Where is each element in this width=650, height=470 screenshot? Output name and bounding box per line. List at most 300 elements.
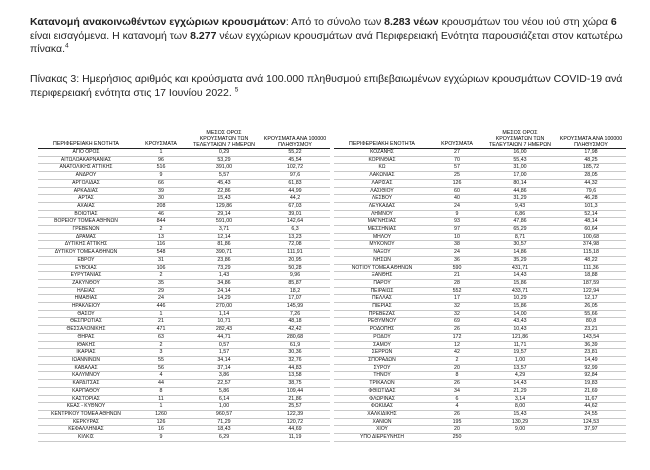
region-cell: ΙΩΑΝΝΙΝΩΝ	[38, 356, 134, 364]
per100k-cell: 61,83	[260, 179, 330, 187]
per100k-cell: 9,96	[260, 272, 330, 280]
table-row	[334, 341, 626, 349]
cases-cell: 24	[430, 202, 484, 210]
avg7-cell: 71,29	[188, 418, 260, 426]
per100k-cell: 60,64	[556, 226, 626, 234]
per100k-cell: 24,55	[556, 410, 626, 418]
per100k-cell: 185,72	[556, 164, 626, 172]
cases-cell: 516	[134, 164, 188, 172]
intro-text-2: κρουσμάτων του νέου ιού στη χώρα	[438, 16, 611, 28]
table-row	[334, 318, 626, 326]
avg7-cell: 31,29	[484, 195, 556, 203]
avg7-cell: 130,29	[484, 418, 556, 426]
cases-cell: 93	[430, 218, 484, 226]
cases-cell: 46	[134, 210, 188, 218]
header-per100k: ΚΡΟΥΣΜΑΤΑ ΑΝΑ 100000 ΠΛΗΘΥΣΜΟΥ	[260, 130, 330, 149]
regions-table-right-body	[334, 149, 626, 442]
region-cell: ΧΑΛΚΙΔΙΚΗΣ	[334, 410, 430, 418]
region-cell: ΜΥΚΟΝΟΥ	[334, 241, 430, 249]
per100k-cell: 55,22	[260, 149, 330, 157]
cases-cell: 57	[430, 164, 484, 172]
table-row	[334, 187, 626, 195]
per100k-cell: 17,98	[556, 149, 626, 157]
region-cell: ΚΕΡΚΥΡΑΣ	[38, 418, 134, 426]
table-row	[38, 341, 330, 349]
per100k-cell: 61,9	[260, 341, 330, 349]
avg7-cell: 47,86	[484, 218, 556, 226]
table-row	[38, 249, 330, 257]
per100k-cell: 44,99	[260, 187, 330, 195]
table-row	[38, 256, 330, 264]
table-row	[334, 164, 626, 172]
per100k-cell: 38,75	[260, 380, 330, 388]
region-cell: ΦΩΚΙΔΑΣ	[334, 403, 430, 411]
avg7-cell: 6,86	[484, 210, 556, 218]
region-cell: ΧΙΟΥ	[334, 426, 430, 434]
region-cell: ΦΘΙΩΤΙΔΑΣ	[334, 387, 430, 395]
avg7-cell: 44,86	[484, 187, 556, 195]
region-cell: ΑΡΤΑΣ	[38, 195, 134, 203]
avg7-cell: 10,29	[484, 295, 556, 303]
cases-cell: 16	[134, 426, 188, 434]
region-cell: ΘΗΡΑΣ	[38, 333, 134, 341]
avg7-cell: 270,00	[188, 303, 260, 311]
avg7-cell: 18,43	[188, 426, 260, 434]
table-row	[38, 410, 330, 418]
per100k-cell: 50,28	[260, 264, 330, 272]
cases-cell: 8	[134, 387, 188, 395]
cases-cell: 6	[430, 395, 484, 403]
avg7-cell: 6,29	[188, 434, 260, 442]
per100k-cell: 30,36	[260, 349, 330, 357]
per100k-cell: 18,88	[556, 272, 626, 280]
table-row	[334, 241, 626, 249]
per100k-cell: 32,76	[260, 356, 330, 364]
table-row	[38, 179, 330, 187]
region-cell: ΡΟΔΟΠΗΣ	[334, 326, 430, 334]
avg7-cell: 960,57	[188, 410, 260, 418]
cases-cell: 9	[134, 172, 188, 180]
table-row	[38, 295, 330, 303]
cases-cell: 4	[134, 372, 188, 380]
table-row	[38, 303, 330, 311]
avg7-cell: 80,14	[484, 179, 556, 187]
avg7-cell: 44,71	[188, 333, 260, 341]
intro-new-cases: 8.283 νέων	[384, 16, 439, 28]
per100k-cell: 21,69	[556, 387, 626, 395]
per100k-cell: 11,67	[556, 395, 626, 403]
avg7-cell: 13,57	[484, 364, 556, 372]
per100k-cell: 7,26	[260, 310, 330, 318]
avg7-cell: 0,57	[188, 341, 260, 349]
cases-cell: 2	[134, 226, 188, 234]
cases-cell: 29	[134, 287, 188, 295]
avg7-cell: 6,14	[188, 395, 260, 403]
avg7-cell: 22,57	[188, 380, 260, 388]
cases-cell: 126	[430, 179, 484, 187]
table-row	[38, 287, 330, 295]
table-row	[38, 349, 330, 357]
regions-table-right	[334, 130, 626, 442]
per100k-cell: 6,3	[260, 226, 330, 234]
region-cell: ΘΕΣΣΑΛΟΝΙΚΗΣ	[38, 326, 134, 334]
avg7-cell: 3,14	[484, 395, 556, 403]
avg7-cell: 37,14	[188, 364, 260, 372]
cases-cell: 17	[430, 295, 484, 303]
cases-cell: 11	[134, 395, 188, 403]
per100k-cell: 109,44	[260, 387, 330, 395]
per100k-cell: 14,49	[556, 356, 626, 364]
per100k-cell: 145,99	[260, 303, 330, 311]
avg7-cell: 10,71	[188, 318, 260, 326]
cases-cell: 20	[430, 364, 484, 372]
region-cell: ΒΟΙΩΤΙΑΣ	[38, 210, 134, 218]
cases-cell: 25	[430, 172, 484, 180]
intro-text-3: είναι εισαγόμενα. Η κατανομή των	[30, 29, 191, 42]
region-cell: ΚΕΦΑΛΛΗΝΙΑΣ	[38, 426, 134, 434]
per100k-cell: 28,05	[556, 172, 626, 180]
per100k-cell: 12,17	[556, 295, 626, 303]
avg7-cell: 55,43	[484, 156, 556, 164]
per100k-cell: 187,59	[556, 279, 626, 287]
cases-cell: 24	[134, 295, 188, 303]
region-cell: ΚΑΣΤΟΡΙΑΣ	[38, 395, 134, 403]
region-cell: ΜΕΣΣΗΝΙΑΣ	[334, 226, 430, 234]
cases-cell: 8	[430, 372, 484, 380]
avg7-cell: 15,43	[484, 410, 556, 418]
region-cell: ΕΥΡΥΤΑΝΙΑΣ	[38, 272, 134, 280]
cases-cell: 27	[430, 149, 484, 157]
cases-cell: 9	[134, 434, 188, 442]
cases-cell: 38	[430, 241, 484, 249]
cases-cell: 32	[430, 310, 484, 318]
cases-cell: 21	[134, 318, 188, 326]
region-cell: ΚΙΛΚΙΣ	[38, 434, 134, 442]
per100k-cell: 44,83	[260, 364, 330, 372]
table-row	[334, 356, 626, 364]
region-cell: ΛΑΣΙΘΙΟΥ	[334, 187, 430, 195]
table-row	[334, 326, 626, 334]
avg7-cell: 34,86	[188, 279, 260, 287]
avg7-cell: 15,86	[484, 279, 556, 287]
region-cell: ΣΠΟΡΑΔΩΝ	[334, 356, 430, 364]
per100k-cell: 122,39	[260, 410, 330, 418]
intro-imported-count: 6	[610, 16, 617, 28]
avg7-cell: 5,86	[188, 387, 260, 395]
region-cell: ΚΩ	[334, 164, 430, 172]
avg7-cell: 1,14	[188, 310, 260, 318]
cases-cell: 2	[430, 356, 484, 364]
cases-cell: 12	[430, 341, 484, 349]
per100k-cell: 85,87	[260, 279, 330, 287]
region-cell: ΑΡΚΑΔΙΑΣ	[38, 187, 134, 195]
header-cases: ΚΡΟΥΣΜΑΤΑ	[134, 130, 188, 149]
avg7-cell: 35,29	[484, 256, 556, 264]
per100k-cell: 92,99	[556, 364, 626, 372]
cases-cell: 590	[430, 264, 484, 272]
per100k-cell: 72,08	[260, 241, 330, 249]
region-cell: ΑΝΔΡΟΥ	[38, 172, 134, 180]
regions-table-left-body	[38, 149, 330, 442]
table-row	[334, 287, 626, 295]
avg7-cell: 391,00	[188, 164, 260, 172]
intro-domestic-count: 8.277	[190, 29, 217, 42]
region-cell: ΛΕΥΚΑΔΑΣ	[334, 202, 430, 210]
per100k-cell: 111,36	[556, 264, 626, 272]
per100k-cell: 97,6	[260, 172, 330, 180]
avg7-cell: 433,71	[484, 287, 556, 295]
table-row	[334, 434, 626, 442]
cases-cell: 35	[134, 279, 188, 287]
table-row	[38, 310, 330, 318]
avg7-cell: 3,86	[188, 372, 260, 380]
avg7-cell: 129,86	[188, 202, 260, 210]
avg7-cell: 8,71	[484, 233, 556, 241]
per100k-cell: 36,39	[556, 341, 626, 349]
table-row	[38, 418, 330, 426]
region-cell: ΚΑΡΠΑΘΟΥ	[38, 387, 134, 395]
table-row	[38, 164, 330, 172]
region-cell: ΕΒΡΟΥ	[38, 256, 134, 264]
region-cell: ΥΠΟ ΔΙΕΡΕΥΝΗΣΗ	[334, 434, 430, 442]
avg7-cell: 3,71	[188, 226, 260, 234]
per100k-cell: 25,57	[260, 403, 330, 411]
cases-cell: 44	[134, 380, 188, 388]
per100k-cell: 48,22	[556, 256, 626, 264]
cases-cell: 26	[430, 410, 484, 418]
caption-footnote-ref: 5	[234, 86, 239, 93]
cases-cell: 2	[134, 341, 188, 349]
per100k-cell: 79,6	[556, 187, 626, 195]
avg7-cell: 1,00	[484, 356, 556, 364]
per100k-cell: 37,97	[556, 426, 626, 434]
cases-cell: 69	[430, 318, 484, 326]
region-cell: ΕΥΒΟΙΑΣ	[38, 264, 134, 272]
region-cell: ΜΑΓΝΗΣΙΑΣ	[334, 218, 430, 226]
table-row	[334, 233, 626, 241]
cases-cell: 26	[430, 326, 484, 334]
region-cell: ΠΑΡΟΥ	[334, 279, 430, 287]
avg7-cell: 17,00	[484, 172, 556, 180]
avg7-cell: 53,29	[188, 156, 260, 164]
region-cell: ΤΡΙΚΑΛΩΝ	[334, 380, 430, 388]
per100k-cell: 11,19	[260, 434, 330, 442]
per100k-cell: 23,81	[556, 349, 626, 357]
region-cell: ΔΥΤΙΚΗΣ ΑΤΤΙΚΗΣ	[38, 241, 134, 249]
cases-cell: 844	[134, 218, 188, 226]
cases-cell: 28	[430, 279, 484, 287]
table-row	[334, 295, 626, 303]
region-cell: ΦΛΩΡΙΝΑΣ	[334, 395, 430, 403]
per100k-cell: 142,64	[260, 218, 330, 226]
table-row	[334, 179, 626, 187]
table-row	[38, 233, 330, 241]
region-cell: ΣΑΜΟΥ	[334, 341, 430, 349]
table-row	[38, 210, 330, 218]
cases-cell: 10	[430, 233, 484, 241]
table-row	[38, 226, 330, 234]
cases-cell: 31	[134, 256, 188, 264]
table-row	[38, 156, 330, 164]
avg7-cell: 12,14	[188, 233, 260, 241]
cases-cell: 40	[430, 195, 484, 203]
per100k-cell: 18,2	[260, 287, 330, 295]
table-row	[334, 256, 626, 264]
cases-cell: 172	[430, 333, 484, 341]
region-cell: ΒΟΡΕΙΟΥ ΤΟΜΕΑ ΑΘΗΝΩΝ	[38, 218, 134, 226]
table-row	[38, 218, 330, 226]
intro-paragraph	[30, 16, 630, 57]
cases-cell: 471	[134, 326, 188, 334]
avg7-cell: 73,29	[188, 264, 260, 272]
cases-cell: 63	[134, 333, 188, 341]
avg7-cell: 21,29	[484, 387, 556, 395]
per100k-cell: 17,07	[260, 295, 330, 303]
avg7-cell: 34,14	[188, 356, 260, 364]
region-cell: ΡΕΘΥΜΝΟΥ	[334, 318, 430, 326]
table-row	[334, 372, 626, 380]
avg7-cell: 431,71	[484, 264, 556, 272]
region-cell: ΙΚΑΡΙΑΣ	[38, 349, 134, 357]
avg7-cell: 10,43	[484, 326, 556, 334]
region-cell: ΖΑΚΥΝΘΟΥ	[38, 279, 134, 287]
table-row	[38, 187, 330, 195]
region-cell: ΘΕΣΠΡΩΤΙΑΣ	[38, 318, 134, 326]
per100k-cell: 20,95	[260, 256, 330, 264]
cases-cell: 1260	[134, 410, 188, 418]
intro-footnote-ref: 4	[65, 42, 69, 50]
cases-cell: 1	[134, 403, 188, 411]
table-header-row	[38, 130, 330, 149]
avg7-cell: 5,57	[188, 172, 260, 180]
per100k-cell: 39,01	[260, 210, 330, 218]
avg7-cell: 14,29	[188, 295, 260, 303]
header-avg7: ΜΕΣΟΣ ΟΡΟΣ ΚΡΟΥΣΜΑΤΩΝ ΤΩΝ ΤΕΛΕΥΤΑΙΩΝ 7 ΗΜΕΡΩΝ	[188, 130, 260, 149]
region-cell: ΑΙΤΩΛΟΑΚΑΡΝΑΝΙΑΣ	[38, 156, 134, 164]
cases-cell: 116	[134, 241, 188, 249]
avg7-cell: 24,14	[188, 287, 260, 295]
cases-cell: 60	[430, 187, 484, 195]
table-row	[38, 372, 330, 380]
avg7-cell: 9,43	[484, 202, 556, 210]
avg7-cell	[484, 434, 556, 442]
table-row	[38, 149, 330, 157]
region-cell: ΙΘΑΚΗΣ	[38, 341, 134, 349]
table-row	[334, 264, 626, 272]
table-header-row	[334, 130, 626, 149]
cases-cell: 30	[134, 195, 188, 203]
region-cell: ΓΡΕΒΕΝΩΝ	[38, 226, 134, 234]
avg7-cell: 14,43	[484, 272, 556, 280]
header-cases: ΚΡΟΥΣΜΑΤΑ	[430, 130, 484, 149]
table-row	[334, 279, 626, 287]
avg7-cell: 16,00	[484, 149, 556, 157]
per100k-cell: 122,94	[556, 287, 626, 295]
cases-cell: 34	[430, 387, 484, 395]
table-row	[334, 395, 626, 403]
avg7-cell: 81,86	[188, 241, 260, 249]
per100k-cell: 111,91	[260, 249, 330, 257]
cases-cell: 208	[134, 202, 188, 210]
cases-cell: 32	[430, 303, 484, 311]
per100k-cell: 48,18	[260, 318, 330, 326]
cases-cell: 552	[430, 287, 484, 295]
per100k-cell: 13,58	[260, 372, 330, 380]
avg7-cell: 8,00	[484, 403, 556, 411]
avg7-cell: 0,29	[188, 149, 260, 157]
avg7-cell: 45,43	[188, 179, 260, 187]
table-row	[334, 380, 626, 388]
per100k-cell: 44,69	[260, 426, 330, 434]
cases-cell: 126	[134, 418, 188, 426]
table-row	[38, 195, 330, 203]
region-cell: ΠΕΙΡΑΙΩΣ	[334, 287, 430, 295]
region-cell: ΠΙΕΡΙΑΣ	[334, 303, 430, 311]
avg7-cell: 282,43	[188, 326, 260, 334]
cases-cell: 4	[430, 403, 484, 411]
per100k-cell: 101,3	[556, 202, 626, 210]
table-caption-text: Πίνακας 3: Ημερήσιος αριθμός και κρούσματα ανά 100.000 πληθυσμού επιβεβαιωμένων εγχώριων κρουσμάτων COVID-19 ανά περιφερειακή ενότητα στις 17 Ιουνίου 2022.	[30, 73, 623, 99]
region-cell: ΣΕΡΡΩΝ	[334, 349, 430, 357]
region-cell: ΛΗΜΝΟΥ	[334, 210, 430, 218]
cases-cell: 97	[430, 226, 484, 234]
table-row	[38, 264, 330, 272]
per100k-cell: 92,84	[556, 372, 626, 380]
table-row	[38, 364, 330, 372]
per100k-cell: 124,53	[556, 418, 626, 426]
avg7-cell: 1,43	[188, 272, 260, 280]
per100k-cell: 46,28	[556, 195, 626, 203]
intro-text-1: : Από το σύνολο των	[285, 16, 385, 28]
table-row	[334, 226, 626, 234]
cases-cell: 39	[134, 187, 188, 195]
avg7-cell: 14,86	[484, 249, 556, 257]
table-row	[334, 364, 626, 372]
region-cell: ΚΕΝΤΡΙΚΟΥ ΤΟΜΕΑ ΑΘΗΝΩΝ	[38, 410, 134, 418]
region-cell: ΑΓΙΟ ΟΡΟΣ	[38, 149, 134, 157]
table-row	[38, 326, 330, 334]
avg7-cell: 29,14	[188, 210, 260, 218]
avg7-cell: 9,00	[484, 426, 556, 434]
table-row	[38, 241, 330, 249]
header-region: ΠΕΡΙΦΕΡΕΙΑΚΗ ΕΝΟΤΗΤΑ	[38, 130, 134, 149]
cases-cell: 56	[134, 364, 188, 372]
per100k-cell: 44,2	[260, 195, 330, 203]
per100k-cell: 42,42	[260, 326, 330, 334]
per100k-cell: 67,03	[260, 202, 330, 210]
avg7-cell: 390,71	[188, 249, 260, 257]
region-cell: ΗΛΕΙΑΣ	[38, 287, 134, 295]
table-row	[334, 303, 626, 311]
cases-cell: 26	[430, 380, 484, 388]
region-cell: ΘΑΣΟΥ	[38, 310, 134, 318]
region-cell: ΤΗΝΟΥ	[334, 372, 430, 380]
table-row	[38, 172, 330, 180]
table-row	[334, 172, 626, 180]
per100k-cell: 48,25	[556, 156, 626, 164]
per100k-cell: 19,83	[556, 380, 626, 388]
cases-cell: 21	[430, 272, 484, 280]
region-cell: ΠΡΕΒΕΖΑΣ	[334, 310, 430, 318]
cases-cell: 1	[134, 149, 188, 157]
avg7-cell: 19,57	[484, 349, 556, 357]
avg7-cell: 43,43	[484, 318, 556, 326]
avg7-cell: 14,43	[484, 380, 556, 388]
table-row	[334, 410, 626, 418]
table-row	[334, 156, 626, 164]
cases-cell: 446	[134, 303, 188, 311]
table-row	[334, 149, 626, 157]
